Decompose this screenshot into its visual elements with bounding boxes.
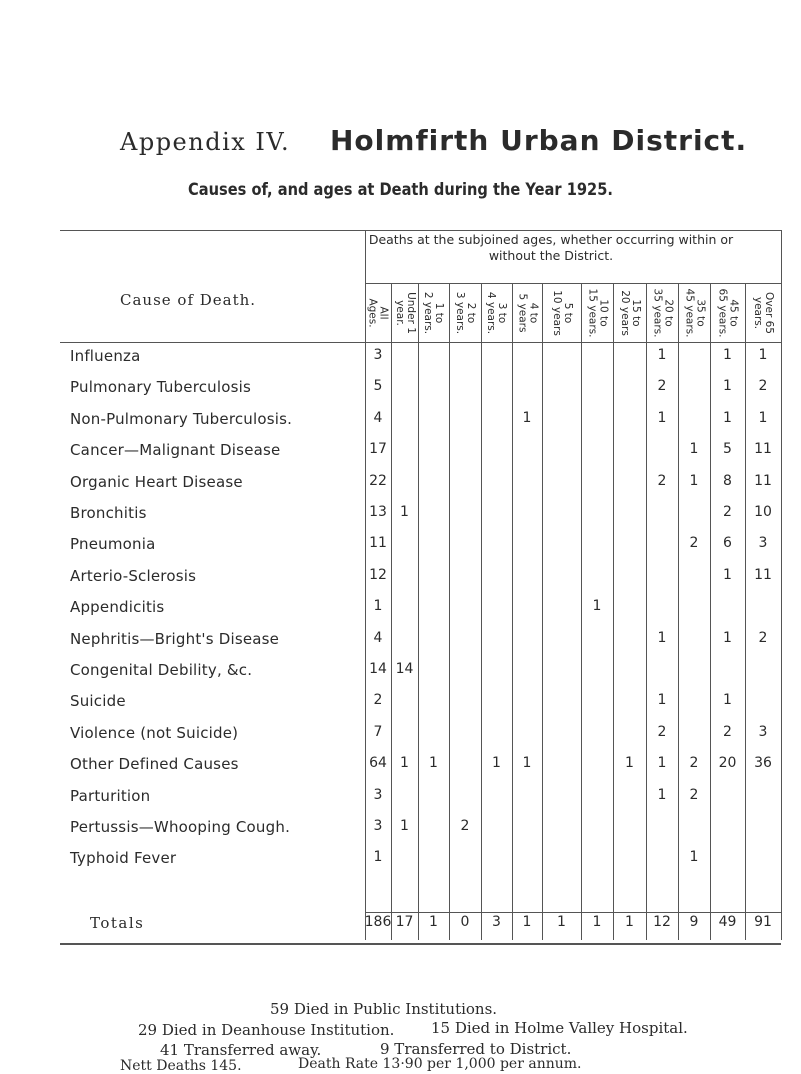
count-cell: 1 xyxy=(723,409,732,426)
count-cell: 1 xyxy=(758,409,768,426)
count-cell: 1 xyxy=(625,755,634,772)
header-bottom-rule xyxy=(60,342,781,343)
age-column-heading xyxy=(753,285,773,340)
cause-label: Influenza xyxy=(70,347,141,365)
count-cell: 22 xyxy=(369,472,387,489)
age-column-heading-text: Over 65 years. xyxy=(752,291,775,334)
age-column-heading xyxy=(652,285,672,340)
footer-deanhouse: 29 Died in Deanhouse Institution. xyxy=(138,1021,395,1039)
count-cell: 1 xyxy=(400,755,409,772)
count-cell: 3 xyxy=(373,347,383,363)
count-cell: 11 xyxy=(754,566,772,583)
cause-label: Nephritis—Bright's Disease xyxy=(70,629,280,648)
totals-cell: 0 xyxy=(460,914,470,930)
count-cell: 64 xyxy=(369,755,387,772)
age-column-heading-text: 5 to 10 years xyxy=(550,289,574,336)
count-cell: 1 xyxy=(723,378,732,395)
totals-cell: 186 xyxy=(364,914,392,930)
age-column-heading-text: 20 to 35 years. xyxy=(651,288,674,337)
count-cell: 2 xyxy=(723,504,732,520)
column-rule xyxy=(449,283,450,940)
count-cell: 1 xyxy=(522,755,532,772)
count-cell: 1 xyxy=(689,849,699,866)
count-cell: 1 xyxy=(723,692,732,709)
column-rule xyxy=(678,283,679,940)
count-cell: 2 xyxy=(689,786,699,803)
count-cell: 11 xyxy=(754,472,772,489)
count-cell: 1 xyxy=(592,598,602,615)
deaths-group-heading: Deaths at the subjoined ages, whether occurring within or without the District. xyxy=(368,232,734,263)
age-column-heading xyxy=(395,285,415,340)
age-column-heading-text: 1 to 2 years. xyxy=(422,291,446,334)
cause-label: Pulmonary Tuberculosis xyxy=(70,378,252,397)
column-rule xyxy=(710,283,711,940)
age-column-heading-text: 3 to 4 years. xyxy=(485,291,509,334)
district-heading: Holmfirth Urban District. xyxy=(330,124,748,157)
cause-label: Typhoid Fever xyxy=(70,849,177,868)
age-column-heading xyxy=(368,285,388,340)
count-cell: 2 xyxy=(657,472,667,489)
age-column-heading-text: 15 to 20 years xyxy=(618,289,642,336)
footer-nett-deaths: Nett Deaths 145. xyxy=(120,1058,242,1074)
count-cell: 1 xyxy=(373,849,383,866)
cause-label: Appendicitis xyxy=(70,598,165,617)
group-heading-rule xyxy=(365,283,781,284)
count-cell: 11 xyxy=(754,441,772,458)
count-cell: 1 xyxy=(657,347,667,363)
column-rule xyxy=(613,283,614,940)
count-cell: 1 xyxy=(689,441,699,458)
age-column-heading xyxy=(454,285,478,340)
count-cell: 3 xyxy=(758,723,768,740)
count-cell: 2 xyxy=(689,535,699,552)
cause-label: Organic Heart Disease xyxy=(70,472,243,491)
count-cell: 5 xyxy=(373,378,383,395)
count-cell: 1 xyxy=(657,409,667,426)
age-column-heading-text: Under 1 year. xyxy=(393,291,417,334)
count-cell: 8 xyxy=(723,472,732,489)
count-cell: 3 xyxy=(758,535,768,552)
cause-label: Cancer—Malignant Disease xyxy=(70,441,281,460)
footer-transferred-away: 41 Transferred away. xyxy=(160,1041,322,1059)
age-column-heading-text: 45 to 65 years. xyxy=(716,288,740,337)
count-cell: 4 xyxy=(373,629,383,646)
count-cell: 3 xyxy=(373,786,383,803)
age-column-heading-text: 10 to 15 years. xyxy=(586,288,609,337)
cause-label: Bronchitis xyxy=(70,504,147,522)
count-cell: 1 xyxy=(657,755,667,772)
count-cell: 1 xyxy=(657,692,667,709)
count-cell: 1 xyxy=(689,472,699,489)
table-bottom-rule xyxy=(60,943,781,945)
count-cell: 17 xyxy=(369,441,387,458)
column-rule xyxy=(481,283,482,940)
table-subtitle: Causes of, and ages at Death during the Year 1925. xyxy=(188,180,613,200)
count-cell: 1 xyxy=(723,566,732,583)
age-column-heading xyxy=(424,285,444,340)
count-cell: 1 xyxy=(400,818,409,834)
count-cell: 1 xyxy=(758,347,768,363)
count-cell: 3 xyxy=(373,818,383,834)
column-rule xyxy=(781,230,782,940)
appendix-heading: Appendix IV. xyxy=(120,128,291,156)
count-cell: 4 xyxy=(373,409,383,426)
count-cell: 13 xyxy=(369,504,387,520)
age-column-heading xyxy=(587,285,607,340)
count-cell: 6 xyxy=(723,535,732,552)
footer-transferred-to: 9 Transferred to District. xyxy=(380,1040,572,1058)
totals-cell: 3 xyxy=(492,914,501,930)
table-top-rule xyxy=(60,230,781,231)
age-column-heading xyxy=(516,285,540,340)
cause-label: Pneumonia xyxy=(70,535,156,554)
totals-cell: 17 xyxy=(395,914,414,930)
count-cell: 1 xyxy=(657,629,667,646)
count-cell: 2 xyxy=(460,818,470,834)
footer-public-institutions: 59 Died in Public Institutions. xyxy=(270,1000,498,1018)
count-cell: 5 xyxy=(723,441,732,458)
count-cell: 1 xyxy=(522,409,532,426)
count-cell: 14 xyxy=(395,661,414,677)
cause-label: Congenital Debility, &c. xyxy=(70,661,253,679)
count-cell: 10 xyxy=(754,504,772,520)
footer-death-rate: Death Rate 13·90 per 1,000 per annum. xyxy=(298,1056,582,1072)
count-cell: 2 xyxy=(758,378,768,395)
age-column-heading-text: 4 to 5 years xyxy=(516,293,540,332)
count-cell: 2 xyxy=(689,755,699,772)
age-column-heading-text: All Ages. xyxy=(367,297,390,328)
totals-cell: 1 xyxy=(522,914,532,930)
cause-label: Suicide xyxy=(70,692,126,711)
totals-cell: 1 xyxy=(429,914,438,930)
age-column-heading xyxy=(487,285,507,340)
count-cell: 2 xyxy=(657,723,667,740)
count-cell: 1 xyxy=(723,629,732,646)
age-column-heading-text: 35 to 45 years. xyxy=(683,288,706,337)
footer-holme-valley: 15 Died in Holme Valley Hospital. xyxy=(431,1019,688,1037)
count-cell: 36 xyxy=(754,755,772,772)
totals-cell: 9 xyxy=(689,914,699,930)
column-rule xyxy=(512,283,513,940)
column-rule xyxy=(745,283,746,940)
count-cell: 1 xyxy=(373,598,383,615)
totals-cell: 91 xyxy=(754,914,772,930)
age-column-heading xyxy=(684,285,704,340)
totals-cell: 49 xyxy=(718,914,737,930)
count-cell: 2 xyxy=(758,629,768,646)
count-cell: 1 xyxy=(429,755,438,772)
count-cell: 14 xyxy=(369,661,387,677)
totals-label: Totals xyxy=(90,914,145,932)
totals-cell: 1 xyxy=(625,914,634,930)
cause-label: Parturition xyxy=(70,786,151,805)
count-cell: 1 xyxy=(723,347,732,363)
column-rule xyxy=(542,283,543,940)
count-cell: 20 xyxy=(718,755,737,772)
count-cell: 1 xyxy=(400,504,409,520)
count-cell: 11 xyxy=(369,535,387,552)
totals-cell: 12 xyxy=(653,914,671,930)
cause-column-heading: Cause of Death. xyxy=(120,291,257,309)
count-cell: 2 xyxy=(723,723,732,740)
age-column-heading-text: 2 to 3 years. xyxy=(454,291,478,334)
totals-cell: 1 xyxy=(557,914,566,930)
totals-rule xyxy=(365,912,781,913)
cause-label: Non-Pulmonary Tuberculosis. xyxy=(70,409,293,428)
count-cell: 2 xyxy=(657,378,667,395)
cause-label: Arterio-Sclerosis xyxy=(70,566,197,585)
count-cell: 2 xyxy=(373,692,383,709)
count-cell: 7 xyxy=(373,723,383,740)
cause-label: Pertussis—Whooping Cough. xyxy=(70,818,291,836)
age-column-heading xyxy=(620,285,640,340)
age-column-heading xyxy=(718,285,738,340)
cause-label: Violence (not Suicide) xyxy=(70,723,239,742)
age-column-heading xyxy=(552,285,572,340)
totals-cell: 1 xyxy=(592,914,602,930)
column-rule xyxy=(418,283,419,940)
count-cell: 1 xyxy=(657,786,667,803)
cause-label: Other Defined Causes xyxy=(70,755,239,774)
count-cell: 1 xyxy=(492,755,501,772)
count-cell: 12 xyxy=(369,566,387,583)
